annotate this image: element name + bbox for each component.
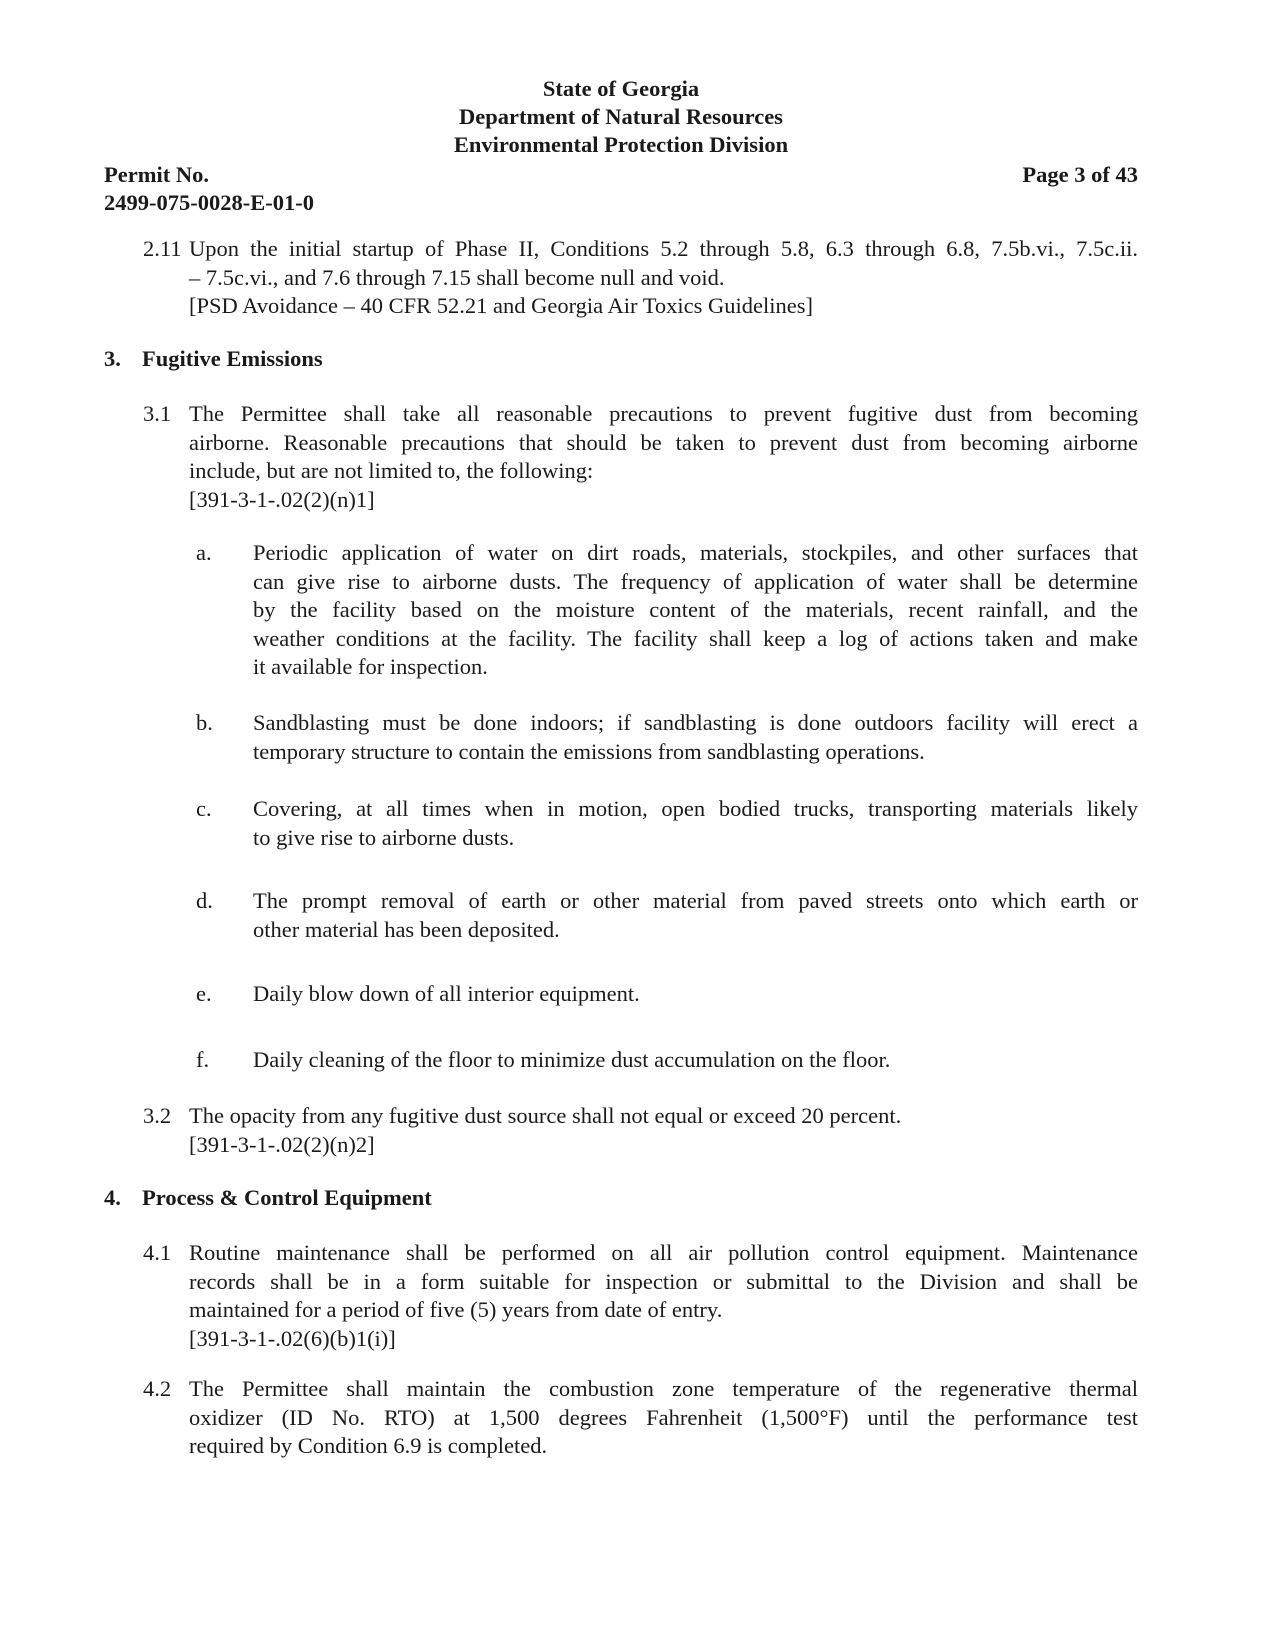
condition-line: airborne. Reasonable precautions that should be taken to prevent dust from becoming airborne — [189, 429, 1138, 455]
condition-line: maintained for a period of five (5) years from date of entry. — [189, 1297, 723, 1322]
item-line: it available for inspection. — [253, 654, 488, 679]
agency-header — [104, 75, 1138, 159]
item-letter: f. — [196, 1047, 210, 1072]
condition-number: 3.2 — [143, 1103, 172, 1128]
condition-number: 3.1 — [143, 401, 172, 426]
item-letter: e. — [196, 981, 212, 1006]
condition-line: [391-3-1-.02(6)(b)1(i)] — [189, 1325, 396, 1351]
condition-line: – 7.5c.vi., and 7.6 through 7.15 shall become null and void. — [189, 264, 725, 290]
section-heading-4 — [104, 1184, 432, 1213]
condition-line: The Permittee shall take all reasonable precautions to prevent fugitive dust from becoming — [189, 401, 1138, 426]
item-line: The prompt removal of earth or other material from paved streets onto which earth or — [253, 888, 1138, 913]
condition-line: include, but are not limited to, the following: — [189, 458, 594, 483]
item-line: weather conditions at the facility. The facility shall keep a log of actions taken and make — [253, 625, 1138, 651]
section-number: 4. — [104, 1185, 121, 1210]
item-letter: a. — [196, 540, 212, 565]
condition-line: Upon the initial startup of Phase II, Conditions 5.2 through 5.8, 6.3 through 6.8, 7.5b.vi., 7.5c.ii. — [189, 236, 1138, 261]
section-title: Fugitive Emissions — [142, 346, 323, 371]
section-title: Process & Control Equipment — [142, 1185, 432, 1210]
condition-line: records shall be in a form suitable for inspection or submittal to the Division and shall be — [189, 1268, 1138, 1294]
condition-number: 4.1 — [143, 1240, 172, 1265]
condition-line: [PSD Avoidance – 40 CFR 52.21 and Georgia Air Toxics Guidelines] — [189, 293, 814, 318]
condition-line: [391-3-1-.02(2)(n)2] — [189, 1131, 375, 1157]
header-division: Environmental Protection Division — [453, 132, 789, 157]
item-line: Covering, at all times when in motion, open bodied trucks, transporting materials likely — [253, 796, 1138, 821]
condition-line: [391-3-1-.02(2)(n)1] — [189, 486, 375, 512]
item-line: Daily blow down of all interior equipment. — [253, 981, 640, 1006]
item-letter: d. — [196, 888, 213, 913]
condition-line: required by Condition 6.9 is completed. — [189, 1433, 548, 1458]
item-letter: b. — [196, 710, 213, 735]
item-line: by the facility based on the moisture content of the materials, recent rainfall, and the — [253, 597, 1138, 622]
item-line: Periodic application of water on dirt roads, materials, stockpiles, and other surfaces that — [253, 540, 1138, 565]
condition-number: 2.11 — [143, 236, 182, 261]
permit-id — [104, 161, 504, 217]
page-number: Page 3 of 43 — [1022, 162, 1138, 187]
item-letter: c. — [196, 796, 212, 821]
condition-number: 4.2 — [143, 1376, 172, 1401]
item-line: to give rise to airborne dusts. — [253, 824, 515, 850]
item-line: temporary structure to contain the emissions from sandblasting operations. — [253, 738, 925, 764]
condition-line: oxidizer (ID No. RTO) at 1,500 degrees Fahrenheit (1,500°F) until the performance test — [189, 1404, 1138, 1430]
item-line: Sandblasting must be done indoors; if sandblasting is done outdoors facility will erect a — [253, 710, 1138, 735]
section-number: 3. — [104, 346, 121, 371]
header-department: Department of Natural Resources — [459, 104, 783, 129]
permit-number: 2499-075-0028-E-01-0 — [104, 190, 314, 215]
header-state: State of Georgia — [542, 76, 700, 101]
item-line: other material has been deposited. — [253, 916, 560, 942]
condition-line: The Permittee shall maintain the combustion zone temperature of the regenerative thermal — [189, 1376, 1138, 1401]
condition-line: Routine maintenance shall be performed on all air pollution control equipment. Maintenance — [189, 1240, 1138, 1265]
item-line: can give rise to airborne dusts. The frequency of application of water shall be determine — [253, 568, 1138, 594]
section-heading-3 — [104, 345, 323, 374]
permit-label: Permit No. — [104, 162, 209, 187]
condition-line: The opacity from any fugitive dust source shall not equal or exceed 20 percent. — [189, 1103, 902, 1128]
item-line: Daily cleaning of the floor to minimize dust accumulation on the floor. — [253, 1047, 891, 1072]
